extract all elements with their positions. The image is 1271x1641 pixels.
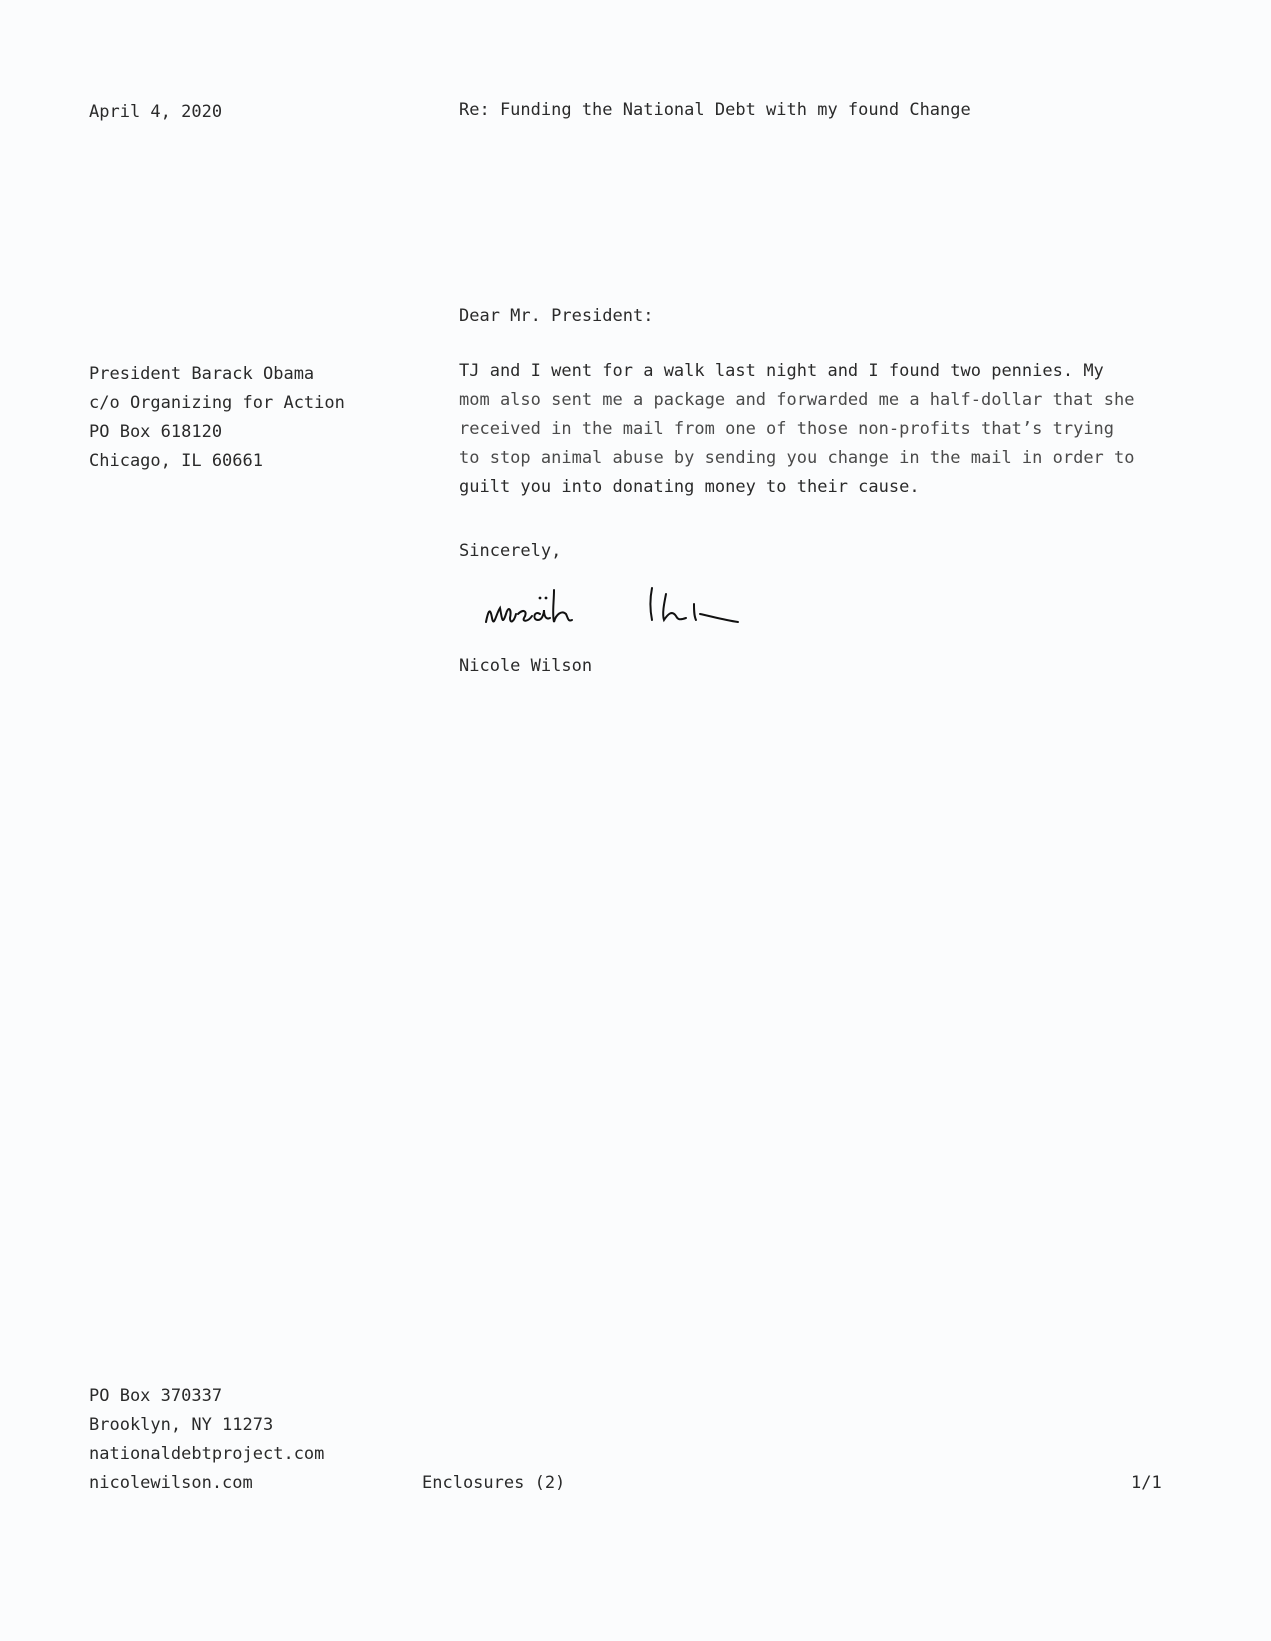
recipient-care-of: c/o Organizing for Action — [89, 393, 345, 413]
sender-po-box: PO Box 370337 — [89, 1386, 223, 1406]
body-line: TJ and I went for a walk last night and I found two pennies. My — [459, 361, 1104, 381]
closing: Sincerely, — [459, 541, 562, 561]
letter-subject: Re: Funding the National Debt with my found Change — [459, 100, 971, 120]
recipient-name: President Barack Obama — [89, 364, 315, 384]
recipient-po-box: PO Box 618120 — [89, 422, 223, 442]
body-line: received in the mail from one of those non-profits that’s trying — [459, 419, 1115, 439]
letter-date: April 4, 2020 — [89, 102, 223, 122]
sender-city: Brooklyn, NY 11273 — [89, 1415, 274, 1435]
letter-body — [459, 357, 1135, 502]
sender-website-personal: nicolewilson.com — [89, 1473, 253, 1493]
enclosures-note: Enclosures (2) — [422, 1473, 566, 1493]
recipient-city: Chicago, IL 60661 — [89, 451, 263, 471]
body-line: guilt you into donating money to their cause. — [459, 477, 920, 497]
body-line: mom also sent me a package and forwarded me a half-dollar that she — [459, 390, 1135, 410]
recipient-address — [89, 360, 345, 476]
signature-image — [480, 584, 750, 644]
salutation: Dear Mr. President: — [459, 306, 654, 326]
body-line: to stop animal abuse by sending you change in the mail in order to — [459, 448, 1135, 468]
sender-address — [89, 1382, 324, 1498]
page-number: 1/1 — [1131, 1473, 1162, 1493]
sender-website-project: nationaldebtproject.com — [89, 1444, 325, 1464]
signer-name: Nicole Wilson — [459, 656, 593, 676]
